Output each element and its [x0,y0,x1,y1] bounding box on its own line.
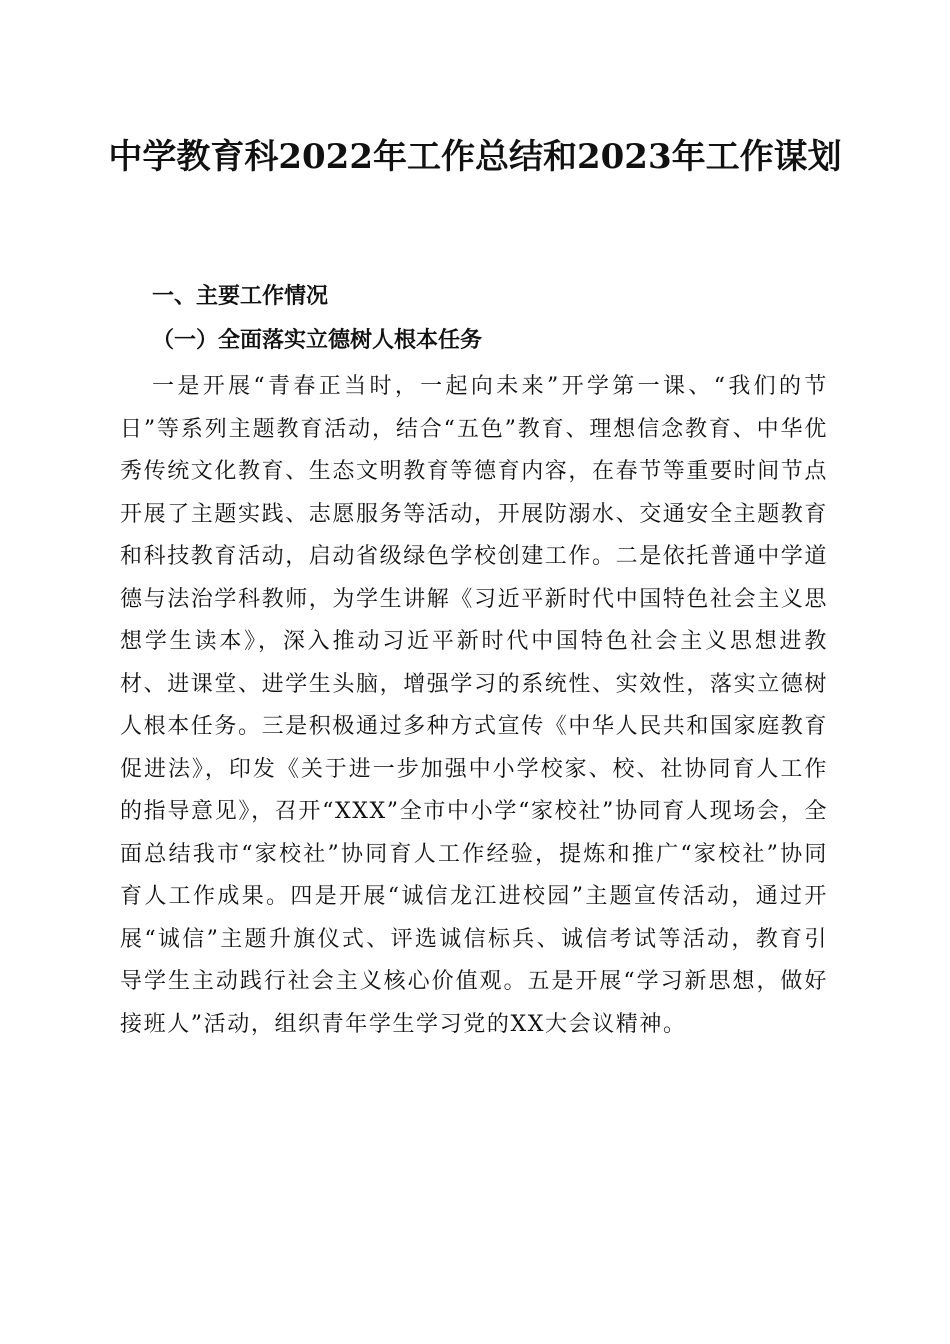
section-heading: 一、主要工作情况 [152,284,329,309]
subsection-heading: （一）全面落实立德树人根本任务 [152,327,483,353]
document-title: 中学教育科2022年工作总结和2023年工作谋划 [108,137,842,177]
body-paragraph: 一是开展“青春正当时，一起向未来”开学第一课、“我们的节日”等系列主题教育活动，结合“五色”教育、理想信念教育、中华优秀传统文化教育、生态文明教育等德育内容，在春节等重要时间节点开展了主题实践、志愿服务等活动，开展防溺水、交通安全主题教育和科技教育活动，启动省级绿色学校创建工作。二是依托普通中学道德与法治学科教师，为学生讲解《习近平新时代中国特色社会主义思想学生读本》，深入推动习近平新时代中国特色社会主义思想进教材、进课堂、进学生头脑，增强学习的系统性、实效性，落实立德树人根本任务。三是积极通过多种方式宣传《中华人民共和国家庭教育促进法》，印发《关于进一步加强中小学校家、校、社协同育人工作的指导意见》，召开“XXX”全市中小学“家校社”协同育人现场会，全面总结我市“家校社”协同育人工作经验，提炼和推广“家校社”协同育人工作成果。四是开展“诚信龙江进校园”主题宣传活动，通过开展“诚信”主题升旗仪式、评选诚信标兵、诚信考试等活动，教育引导学生主动践行社会主义核心价值观。五是开展“学习新思想，做好接班人”活动，组织青年学生学习党的XX大会议精神。 [120,374,829,1037]
